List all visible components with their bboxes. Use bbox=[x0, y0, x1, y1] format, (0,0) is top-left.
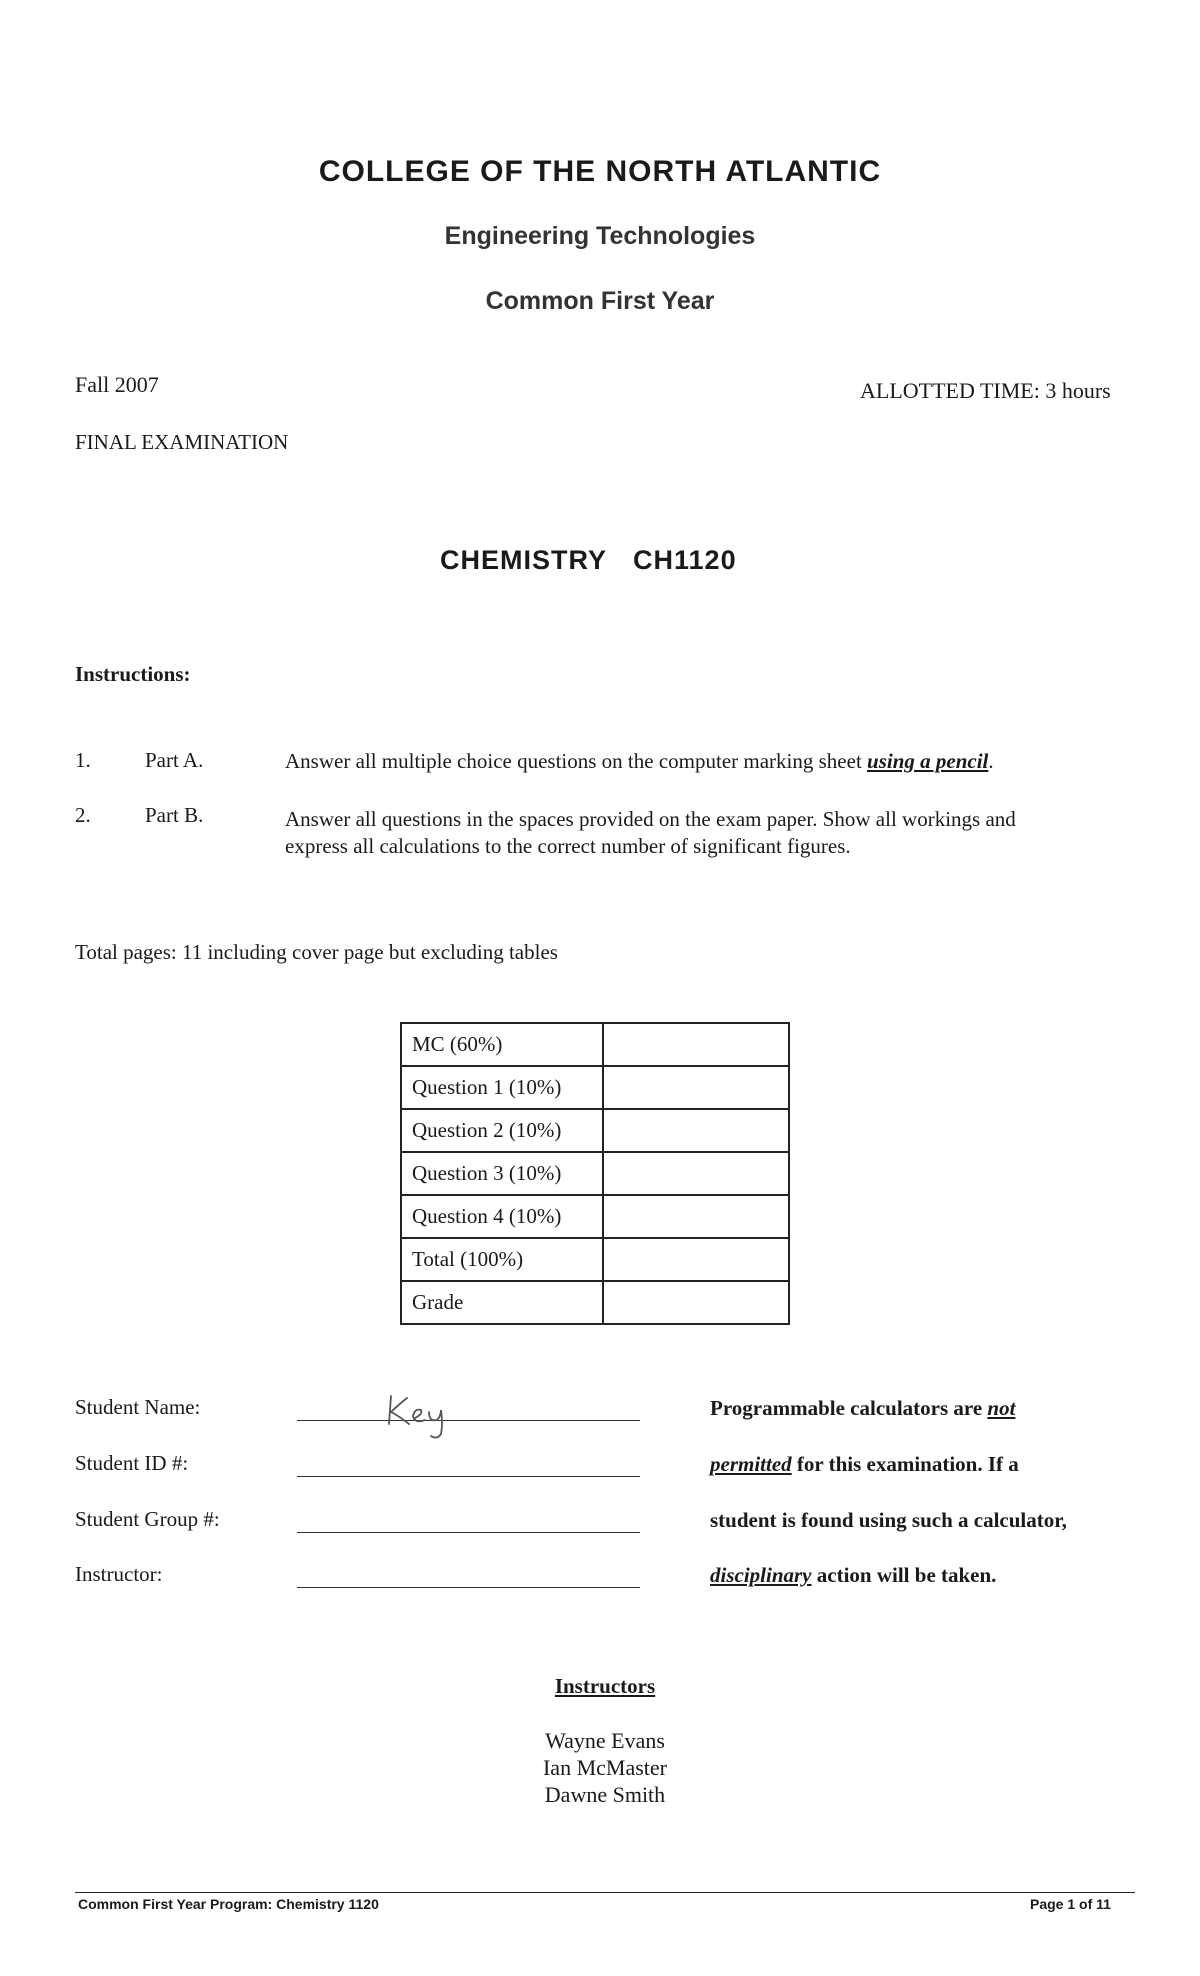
notice-emphasis: disciplinary bbox=[710, 1563, 812, 1587]
student-id-field[interactable] bbox=[297, 1476, 640, 1477]
handwritten-key-signature bbox=[385, 1390, 465, 1442]
total-pages: Total pages: 11 including cover page but excluding tables bbox=[75, 940, 558, 964]
calculator-notice-line bbox=[710, 1563, 996, 1588]
table-row bbox=[401, 1066, 789, 1109]
marks-value-cell[interactable] bbox=[603, 1023, 789, 1066]
table-row bbox=[401, 1195, 789, 1238]
student-name-label: Student Name: bbox=[75, 1395, 201, 1419]
student-name-field[interactable] bbox=[297, 1420, 640, 1421]
marks-label: Question 3 (10%) bbox=[401, 1152, 603, 1195]
instructor-name: Dawne Smith bbox=[544, 1782, 666, 1807]
marks-value-cell[interactable] bbox=[603, 1152, 789, 1195]
instruction-emphasis: using a pencil bbox=[867, 749, 989, 773]
notice-text: Programmable calculators are bbox=[710, 1396, 988, 1420]
marks-label: Grade bbox=[401, 1281, 603, 1324]
table-row bbox=[401, 1238, 789, 1281]
program-title: Common First Year bbox=[485, 287, 715, 315]
marks-label: MC (60%) bbox=[401, 1023, 603, 1066]
instruction-line: Answer all questions in the spaces provided on the exam paper. Show all workings and bbox=[285, 807, 1016, 831]
marks-value-cell[interactable] bbox=[603, 1281, 789, 1324]
college-title: COLLEGE OF THE NORTH ATLANTIC bbox=[318, 155, 882, 188]
notice-emphasis: permitted bbox=[710, 1452, 792, 1476]
footer-page-number: Page 1 of 11 bbox=[1030, 1896, 1111, 1912]
department-title: Engineering Technologies bbox=[444, 222, 756, 250]
student-id-label: Student ID #: bbox=[75, 1451, 189, 1475]
notice-text: action will be taken. bbox=[811, 1563, 997, 1587]
instruction-part: Part B. bbox=[145, 803, 204, 827]
marks-label: Question 1 (10%) bbox=[401, 1066, 603, 1109]
marks-label: Question 2 (10%) bbox=[401, 1109, 603, 1152]
instruction-part: Part A. bbox=[145, 748, 204, 772]
instruction-text bbox=[285, 806, 1185, 860]
marks-value-cell[interactable] bbox=[603, 1109, 789, 1152]
exam-term: Fall 2007 bbox=[75, 372, 159, 397]
marks-value-cell[interactable] bbox=[603, 1066, 789, 1109]
student-group-field[interactable] bbox=[297, 1532, 640, 1533]
instruction-text-suffix: . bbox=[988, 749, 994, 773]
instruction-line: express all calculations to the correct number of significant figures. bbox=[285, 834, 851, 858]
instruction-number: 2. bbox=[75, 803, 91, 827]
marks-table bbox=[400, 1022, 790, 1325]
instruction-text bbox=[285, 748, 1185, 775]
instructor-field[interactable] bbox=[297, 1587, 640, 1588]
table-row bbox=[401, 1281, 789, 1324]
instructions-heading: Instructions: bbox=[75, 662, 191, 686]
marks-label: Question 4 (10%) bbox=[401, 1195, 603, 1238]
table-row bbox=[401, 1152, 789, 1195]
marks-label: Total (100%) bbox=[401, 1238, 603, 1281]
course-title bbox=[440, 545, 737, 576]
instructor-name: Wayne Evans bbox=[545, 1728, 665, 1753]
notice-emphasis: not bbox=[987, 1396, 1016, 1420]
table-row bbox=[401, 1023, 789, 1066]
marks-value-cell[interactable] bbox=[603, 1195, 789, 1238]
footer-program: Common First Year Program: Chemistry 1120 bbox=[78, 1896, 379, 1912]
student-group-label: Student Group #: bbox=[75, 1507, 220, 1531]
instructors-heading: Instructors bbox=[554, 1674, 656, 1698]
table-row bbox=[401, 1109, 789, 1152]
calculator-notice-line bbox=[710, 1452, 1019, 1477]
footer-divider bbox=[75, 1892, 1135, 1893]
calculator-notice-line bbox=[710, 1508, 1067, 1533]
exam-type: FINAL EXAMINATION bbox=[75, 430, 289, 454]
notice-text: for this examination. If a bbox=[791, 1452, 1019, 1476]
allotted-time: ALLOTTED TIME: 3 hours bbox=[860, 378, 1111, 403]
notice-text: student is found using such a calculator, bbox=[710, 1508, 1067, 1532]
marks-value-cell[interactable] bbox=[603, 1238, 789, 1281]
calculator-notice-line bbox=[710, 1396, 1015, 1421]
instructor-label: Instructor: bbox=[75, 1562, 163, 1586]
course-code: CH1120 bbox=[633, 545, 737, 575]
instruction-text-main: Answer all multiple choice questions on the computer marking sheet bbox=[285, 749, 868, 773]
course-name: CHEMISTRY bbox=[440, 545, 608, 575]
instructor-name: Ian McMaster bbox=[542, 1755, 667, 1780]
instruction-number: 1. bbox=[75, 748, 91, 772]
